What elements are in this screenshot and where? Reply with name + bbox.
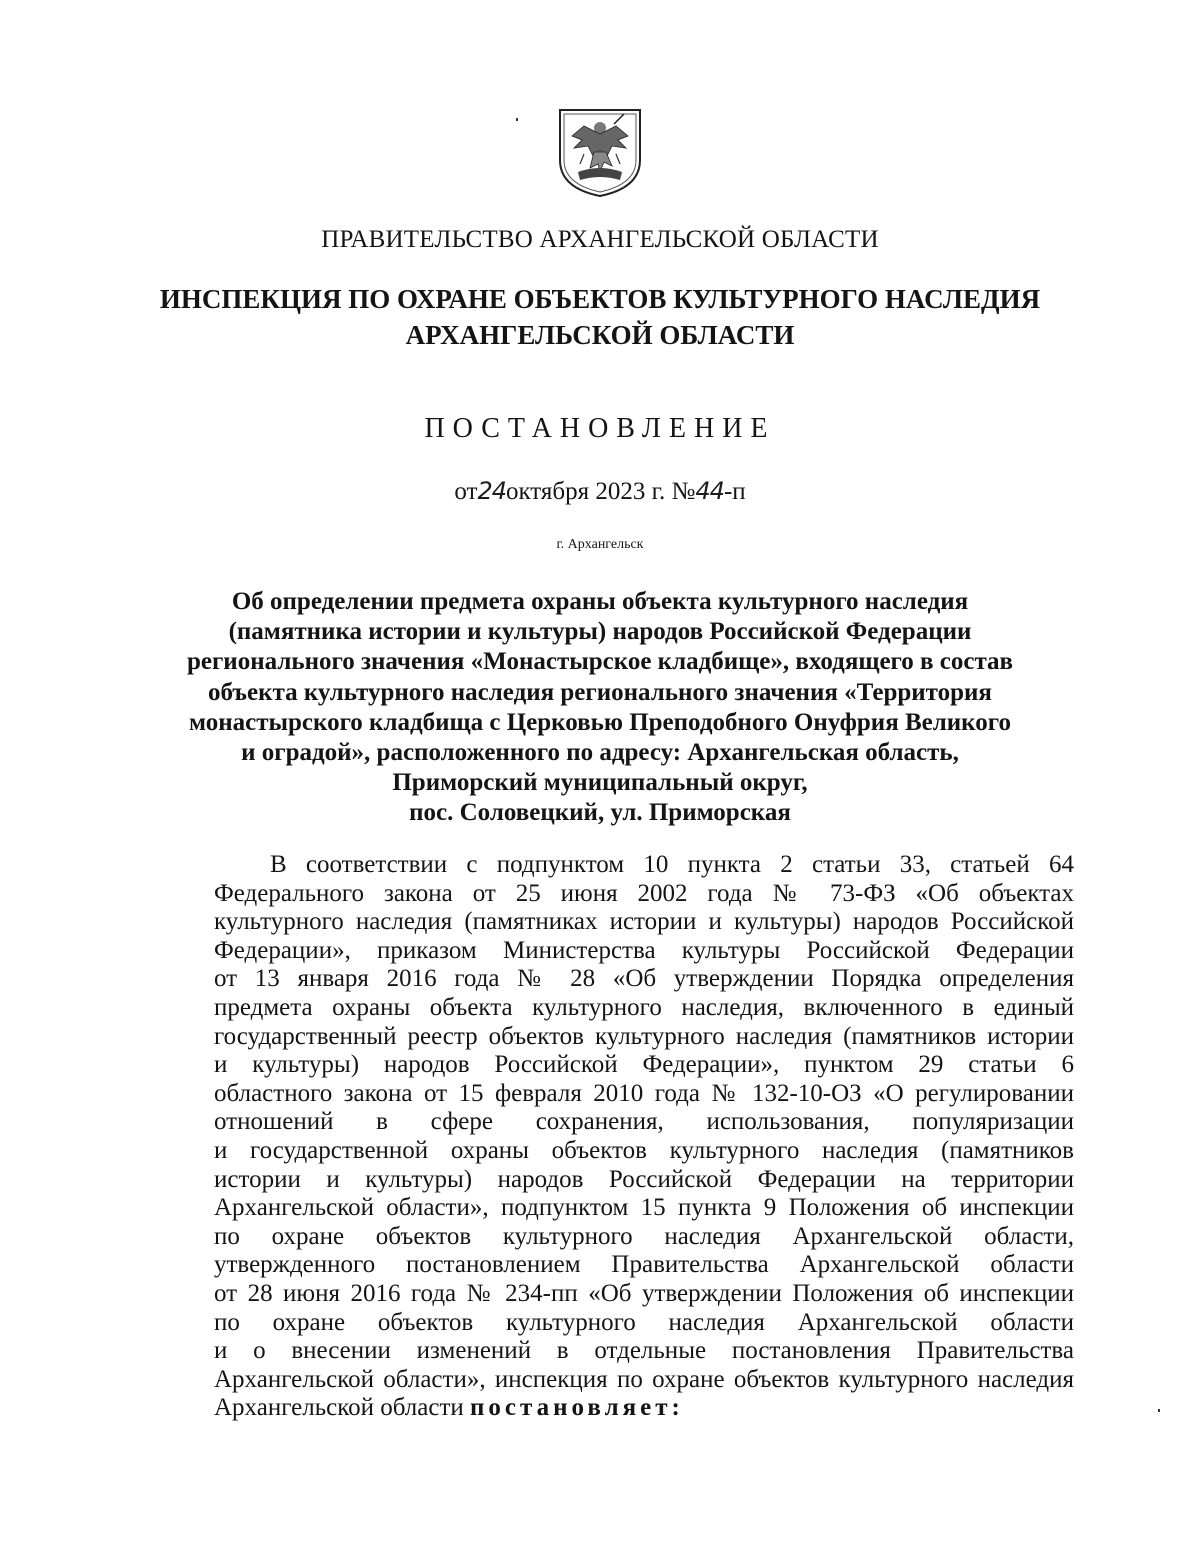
body-line: областного закона от 15 февраля 2010 года № 132-10-ОЗ «О регулировании [214, 1079, 1074, 1107]
body-line: и культуры) народов Российской Федерации», пунктом 29 статьи 6 [214, 1051, 1074, 1079]
title-line: регионального значения «Монастырское кладбище», входящего в состав [186, 648, 1014, 676]
scan-speck [516, 118, 518, 121]
body-line: государственный реестр объектов культурного наследия (памятников истории [214, 1022, 1074, 1050]
resolves-word: постановляет: [470, 1394, 684, 1422]
decree-title [0, 587, 1200, 829]
body-line: Архангельской области», инспекция по охране объектов культурного наследия [214, 1365, 1074, 1393]
body-line: от 28 июня 2016 года № 234-пп «Об утверждении Положения об инспекции [214, 1279, 1074, 1307]
body-line: предмета охраны объекта культурного наследия, включенного в единый [214, 993, 1074, 1021]
title-line: и оградой», расположенного по адресу: Архангельская область, [241, 739, 959, 767]
government-name: ПРАВИТЕЛЬСТВО АРХАНГЕЛЬСКОЙ ОБЛАСТИ [321, 226, 879, 253]
body-line: и государственной охраны объектов культурного наследия (памятников [214, 1136, 1074, 1164]
inspection-name-line1: ИНСПЕКЦИЯ ПО ОХРАНЕ ОБЪЕКТОВ КУЛЬТУРНОГО НАСЛЕДИЯ [159, 284, 1041, 314]
inspection-name-line2: АРХАНГЕЛЬСКОЙ ОБЛАСТИ [405, 320, 795, 350]
body-line: от 13 января 2016 года № 28 «Об утверждении Порядка определения [214, 965, 1074, 993]
number-suffix: -п [723, 478, 746, 505]
body-line: по охране объектов культурного наследия Архангельской области [214, 1308, 1074, 1336]
handwritten-day: 24 [477, 477, 506, 505]
body-line: по охране объектов культурного наследия Архангельской области, [214, 1222, 1074, 1250]
city-name: г. Архангельск [556, 537, 644, 552]
body-line: В соответствии с подпунктом 10 пункта 2 статьи 33, статьей 64 [270, 851, 1074, 878]
coat-of-arms-emblem [554, 106, 646, 198]
body-line: отношений в сфере сохранения, использования, популяризации [214, 1108, 1074, 1136]
body-line: Федерации», приказом Министерства культуры Российской Федерации [214, 936, 1074, 964]
title-line: Приморский муниципальный округ, [392, 769, 808, 797]
date-month-year: октября 2023 г. № [505, 478, 696, 505]
handwritten-number: 44 [695, 477, 724, 505]
title-line: монастырского кладбища с Церковью Преподобного Онуфрия Великого [189, 708, 1011, 736]
body-line: Архангельской области», подпунктом 15 пункта 9 Положения об инспекции [214, 1194, 1074, 1222]
title-line: (памятника истории и культуры) народов Российской Федерации [228, 618, 972, 646]
body-line: Федерального закона от 25 июня 2002 года № 73-ФЗ «Об объектах [214, 879, 1074, 907]
body-last-line [214, 1394, 1074, 1423]
body-line: утвержденного постановлением Правительства Архангельской области [214, 1251, 1074, 1279]
decree-date-line [0, 477, 1200, 506]
inspection-name [0, 281, 1200, 353]
title-line: Об определении предмета охраны объекта культурного наследия [231, 588, 969, 615]
title-line: объекта культурного наследия регионального значения «Территория [208, 678, 992, 706]
document-type: ПОСТАНОВЛЕНИЕ [424, 413, 776, 444]
body-line: и о внесении изменений в отдельные постановления Правительства [214, 1337, 1074, 1365]
body-last-line-text: Архангельской области [214, 1394, 464, 1422]
title-line: пос. Соловецкий, ул. Приморская [409, 799, 791, 827]
date-prefix: от [454, 478, 478, 505]
body-line: истории и культуры) народов Российской Федерации на территории [214, 1165, 1074, 1193]
scan-speck [1158, 1409, 1160, 1412]
body-line: культурного наследия (памятниках истории и культуры) народов Российской [214, 908, 1074, 936]
body-paragraph [214, 851, 1074, 1423]
